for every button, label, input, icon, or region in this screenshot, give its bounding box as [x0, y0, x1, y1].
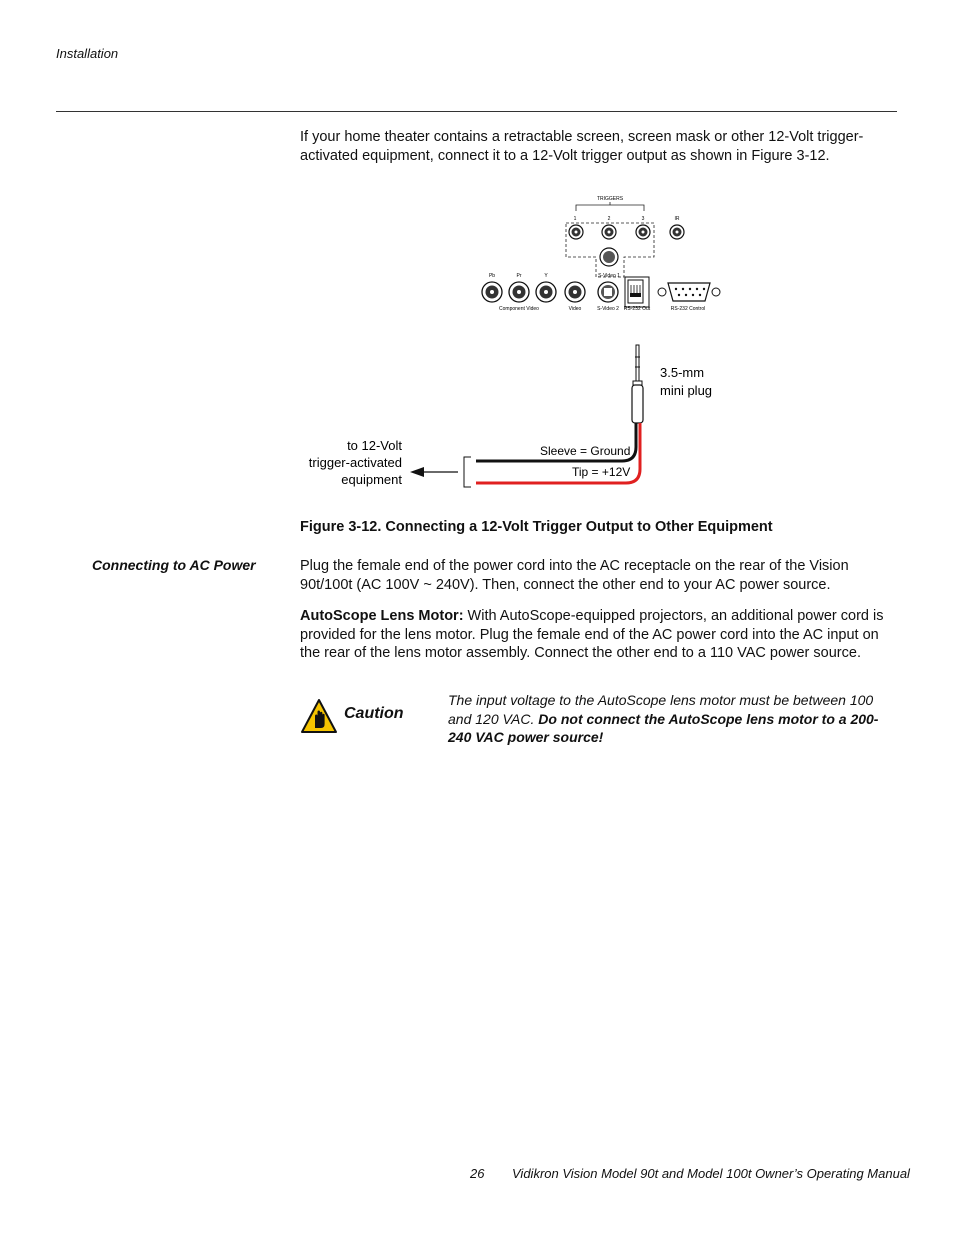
component-video-label: Component Video: [499, 306, 539, 312]
tip-label: Tip = +12V: [572, 465, 631, 479]
y-jack: [536, 282, 556, 302]
caution-text-plain: The input voltage to the AutoScope lens motor must be between 100 and 120 VAC.: [448, 692, 874, 727]
trigger-2-number: 2: [607, 216, 611, 222]
autoscope-paragraph: [300, 607, 896, 663]
video-jack: [565, 282, 585, 302]
plug-label-line2: mini plug: [660, 383, 713, 398]
equipment-label-line1: to 12-Volt: [347, 438, 402, 453]
rs232-out-port: [625, 277, 649, 307]
trigger-2-jack: [602, 225, 616, 239]
rs232-out-label: RS-232 Out: [623, 306, 651, 312]
autoscope-text: With AutoScope-equipped projectors, an additional power cord is provided for the lens motor. Plug the female end of the AC power cord into the AC input on the rear of the lens motor assembly. Connect the other end to a 110 VAC power source.: [300, 608, 884, 661]
pr-label: Pr: [516, 273, 522, 279]
equipment-label-line2: trigger-activated: [308, 455, 402, 470]
wire-end-bracket: [464, 457, 471, 487]
caution-label: Caution: [344, 705, 404, 722]
ir-jack: [670, 225, 684, 239]
pb-label: Pb: [488, 273, 496, 279]
svideo2-label: S-Video 2: [597, 306, 619, 312]
section-label: Installation: [56, 46, 119, 61]
caution-text: [448, 691, 898, 747]
header-rule: [56, 111, 897, 112]
trigger-connection-diagram: [290, 185, 730, 505]
pr-jack: [509, 282, 529, 302]
rs232-control-port: [658, 283, 720, 301]
ir-label: IR: [674, 216, 680, 222]
caution-hand-icon: [300, 698, 338, 734]
trigger-3-number: 3: [641, 216, 645, 222]
triggers-label: TRIGGERS: [596, 196, 624, 202]
rs232-control-label: RS-232 Control: [670, 306, 706, 312]
svideo1-connector: [600, 248, 618, 266]
trigger-1-jack: [569, 225, 583, 239]
ac-power-paragraph: Plug the female end of the power cord into the AC receptacle on the rear of the Vision 90t/100t (AC 100V ~ 240V). Then, connect the other end to your AC power source.: [300, 558, 849, 593]
mini-plug: [632, 345, 643, 423]
pb-jack: [482, 282, 502, 302]
equipment-label-line3: equipment: [341, 472, 402, 487]
trigger-1-number: 1: [573, 216, 577, 222]
plug-label-line1: 3.5-mm: [660, 365, 705, 380]
equipment-arrow-head: [410, 467, 424, 477]
triggers-bracket: [576, 202, 644, 211]
y-label: Y: [544, 273, 548, 279]
caution-text-bold: Do not connect the AutoScope lens motor to a 200-240 VAC power source!: [448, 710, 879, 745]
autoscope-label: AutoScope Lens Motor:: [300, 608, 464, 624]
svideo1-label: S-Video 1: [598, 273, 620, 279]
intro-paragraph: If your home theater contains a retractable screen, screen mask or other 12-Volt trigger-activated equipment, connect it to a 12-Volt trigger output as shown in Figure 3-12.: [300, 129, 864, 164]
figure-caption: Figure 3-12. Connecting a 12-Volt Trigger Output to Other Equipment: [300, 519, 773, 535]
trigger-3-jack: [636, 225, 650, 239]
svideo2-connector: [598, 282, 618, 302]
sleeve-label: Sleeve = Ground: [540, 444, 631, 458]
video-label: Video: [568, 306, 582, 312]
manual-title: Vidikron Vision Model 90t and Model 100t Owner’s Operating Manual: [512, 1166, 910, 1181]
ac-power-heading: Connecting to AC Power: [92, 557, 256, 573]
page-number: 26: [470, 1166, 485, 1181]
